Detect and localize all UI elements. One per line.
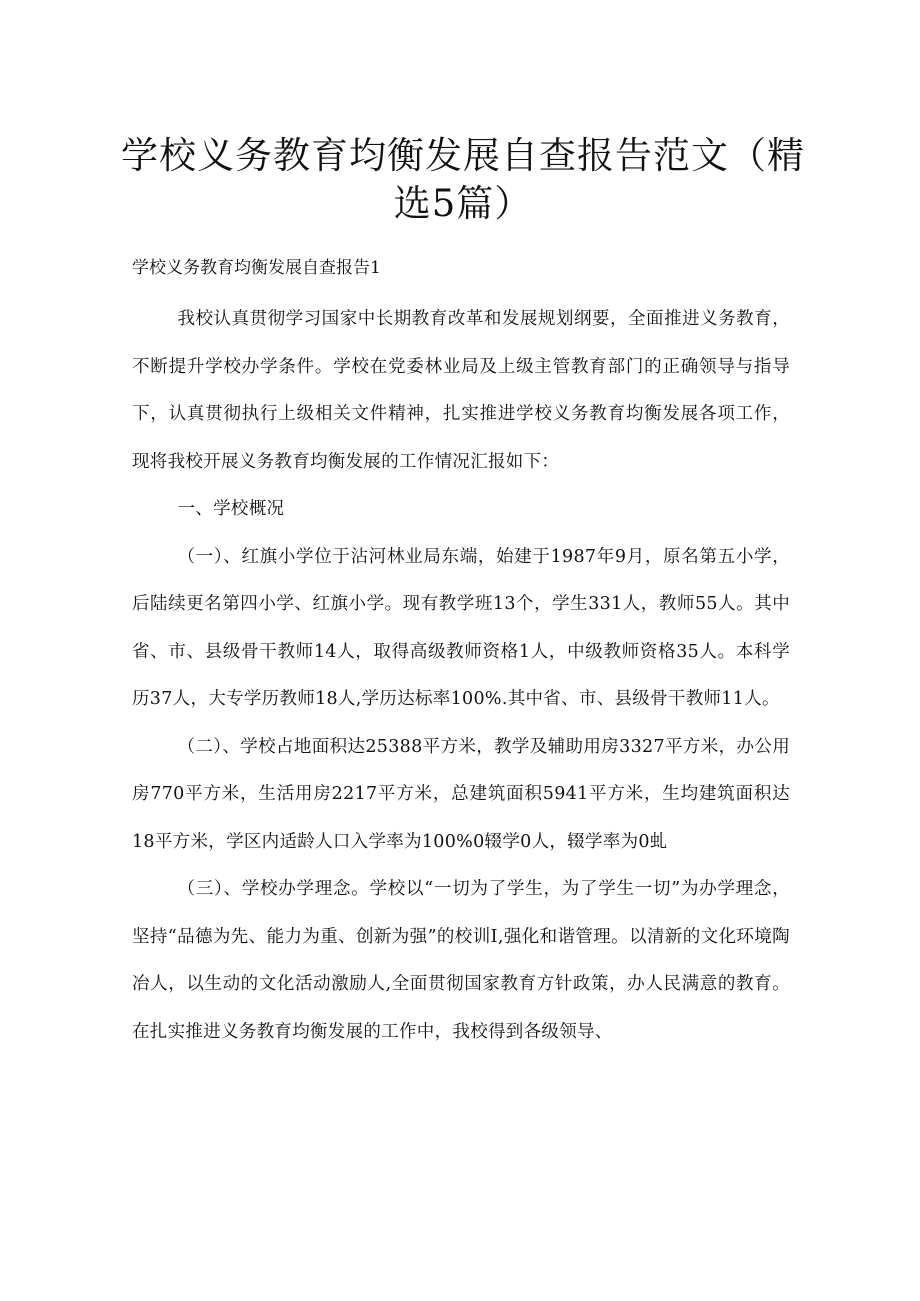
section-1-paragraph: （一）、红旗小学位于沾河林业局东端，始建于1987年9月，原名第五小学，后陆续更名第四小学、红旗小学。现有教学班13个，学生331人，教师55人。其中省、市、县级骨干教师14人，取得高级教师资格1人，中级教师资格35人。本科学历37人，大专学历教师18人,学历达标率100%.其中省、市、县级骨干教师11人。	[132, 546, 790, 709]
section-2-paragraph: （二）、学校占地面积达25388平方米，教学及辅助用房3327平方米，办公用房770平方米，生活用房2217平方米，总建筑面积5941平方米，生均建筑面积达18平方米，学区内适龄人口入学率为100%0辍学0人，辍学率为0虬	[132, 736, 790, 852]
document-body	[132, 296, 790, 1056]
intro-paragraph: 我校认真贯彻学习国家中长期教育改革和发展规划纲要，全面推进义务教育，不断提升学校办学条件。学校在党委林业局及上级主管教育部门的正确领导与指导下，认真贯彻执行上级相关文件精神，扎实推进学校义务教育均衡发展各项工作，现将我校开展义务教育均衡发展的工作情况汇报如下：	[132, 309, 790, 472]
section-heading-school-overview: 一、学校概况	[177, 499, 285, 519]
document-title: 学校义务教育均衡发展自查报告范文（精选5篇）	[121, 134, 805, 225]
section-3-paragraph: （三）、学校办学理念。学校以“一切为了学生，为了学生一切”为办学理念，坚持“品德为先、能力为重、创新为强”的校训Ⅰ,强化和谐管理。以清新的文化环境陶冶人，以生动的文化活动激励人,全面贯彻国家教育方针政策，办人民满意的教育。在扎实推进义务教育均衡发展的工作中，我校得到各级领导、	[132, 879, 790, 1042]
report-subtitle: 学校义务教育均衡发展自查报告1	[132, 258, 381, 278]
